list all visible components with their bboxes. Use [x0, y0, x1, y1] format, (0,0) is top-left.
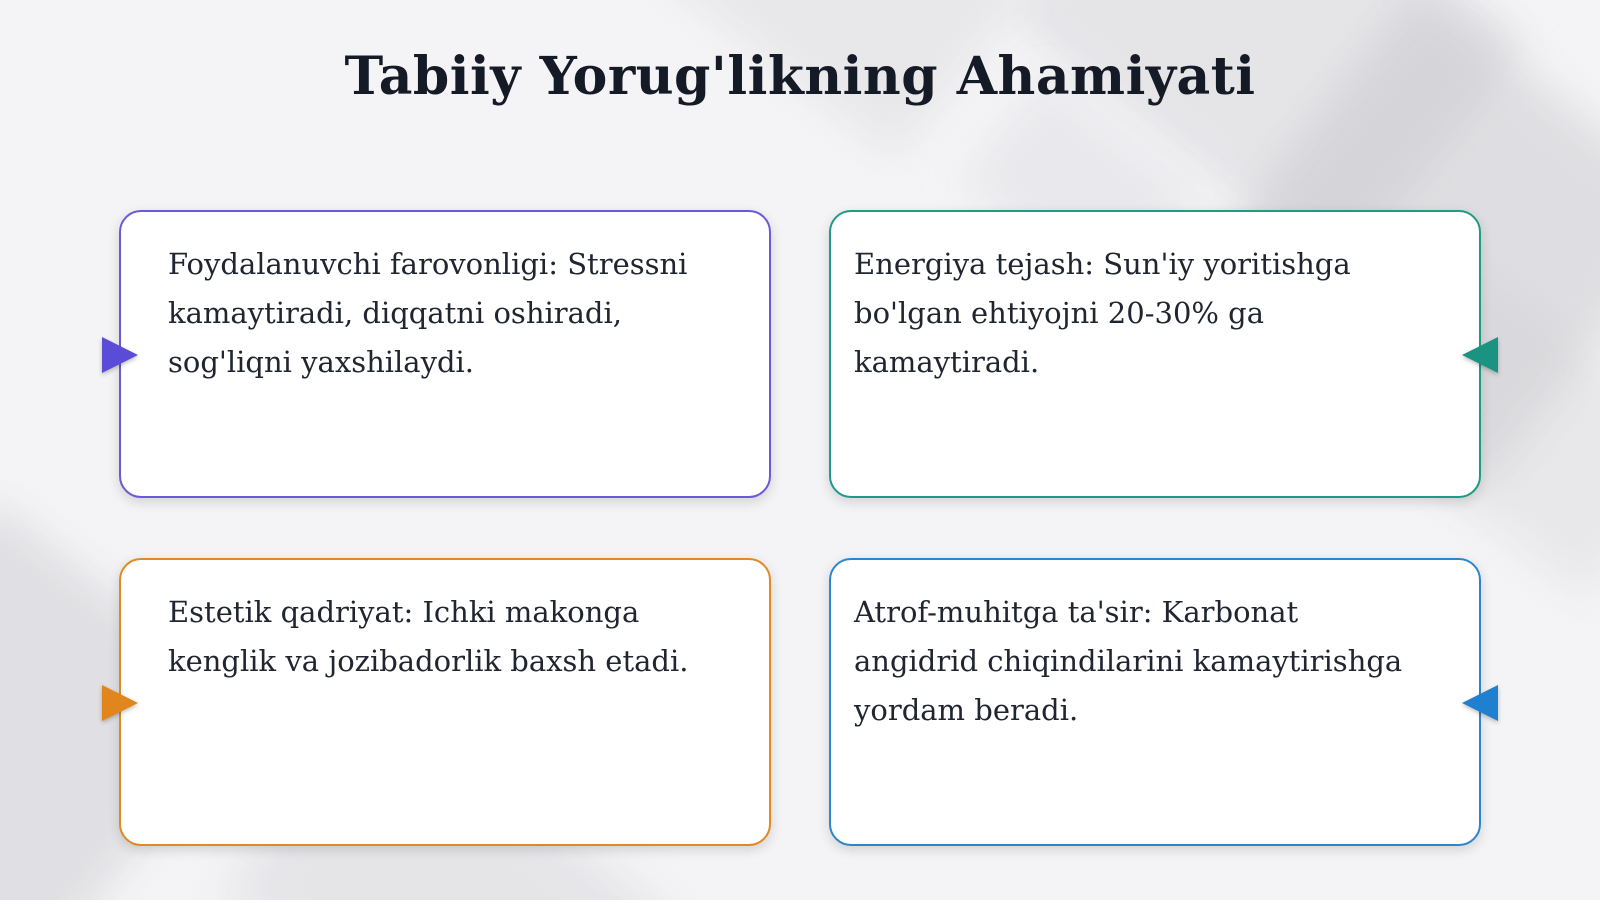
triangle-right-icon — [102, 685, 138, 721]
triangle-left-icon — [1462, 337, 1498, 373]
card-text: Energiya tejash: Sun'iy yoritishga bo'lgan ehtiyojni 20-30% ga kamaytiradi. — [854, 247, 1351, 379]
triangle-right-icon — [102, 337, 138, 373]
triangle-left-icon — [1462, 685, 1498, 721]
card-energy-saving — [829, 210, 1481, 498]
card-text: Atrof-muhitga ta'sir: Karbonat angidrid chiqindilarini kamaytirishga yordam beradi. — [854, 595, 1403, 727]
card-environmental-impact — [829, 558, 1481, 846]
card-text: Foydalanuvchi farovonligi: Stressni kamaytiradi, diqqatni oshiradi, sog'liqni yaxshilaydi. — [168, 247, 688, 379]
card-user-wellbeing — [119, 210, 771, 498]
card-aesthetic-value — [119, 558, 771, 846]
card-text: Estetik qadriyat: Ichki makonga kenglik va jozibadorlik baxsh etadi. — [168, 595, 689, 678]
slide-title: Tabiiy Yorug'likning Ahamiyati — [344, 46, 1256, 107]
